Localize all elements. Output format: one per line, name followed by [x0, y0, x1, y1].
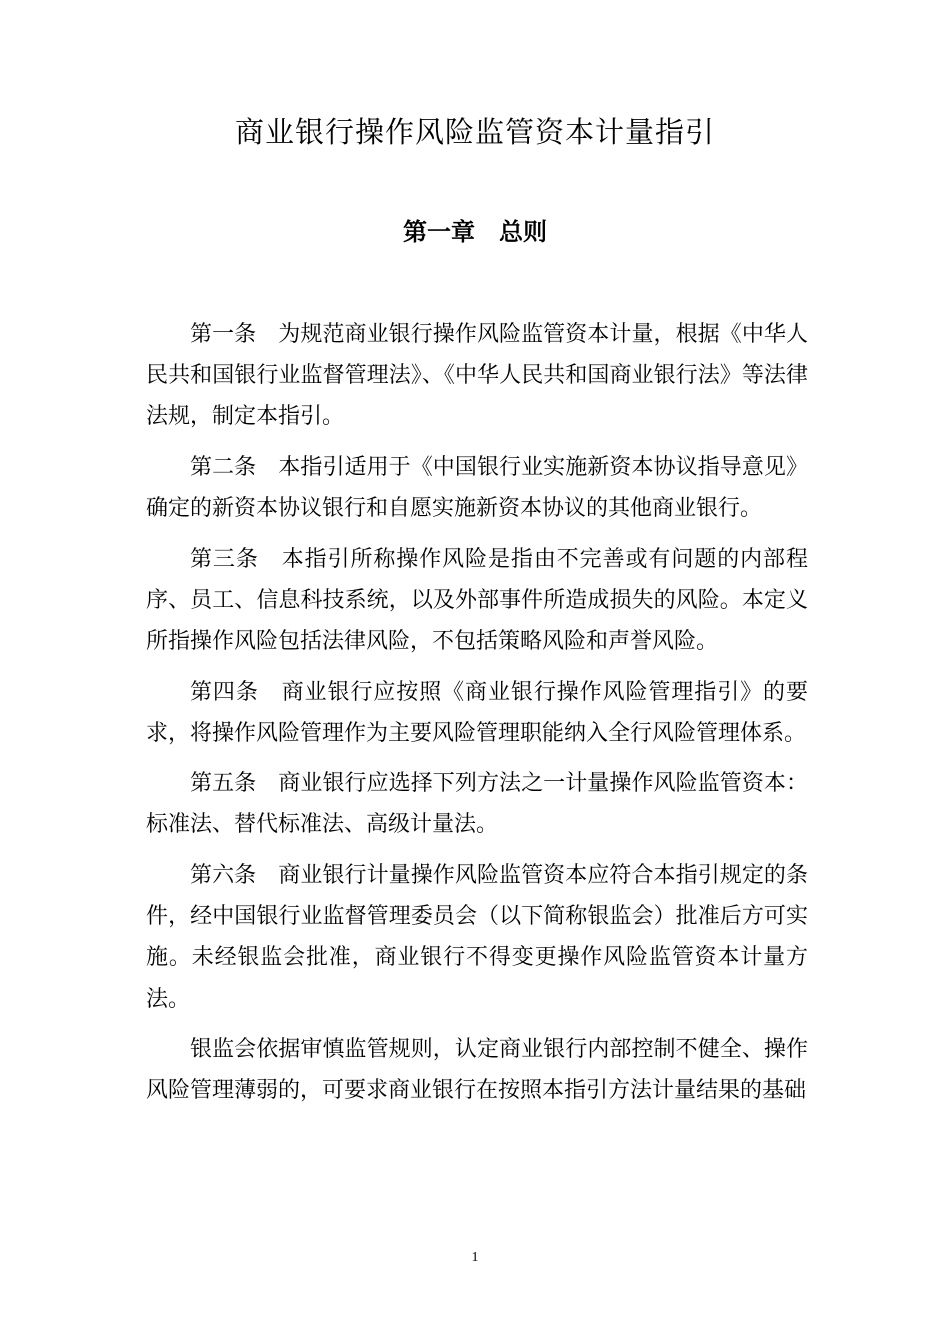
- article-number: 第一条: [190, 322, 257, 347]
- article-number: 第三条: [190, 546, 259, 572]
- article-paragraph: [146, 314, 808, 438]
- article-number: 第六条: [190, 862, 257, 888]
- continuation-paragraph: [146, 1029, 808, 1111]
- article-text: 商业银行应按照《商业银行操作风险管理指引》的要求，将操作风险管理作为主要风险管理职能纳入全行风险管理体系。: [146, 679, 808, 746]
- article-text: 为规范商业银行操作风险监管资本计量，根据《中华人民共和国银行业监督管理法》、《中华人民共和国商业银行法》等法律法规，制定本指引。: [146, 322, 808, 430]
- article-paragraph: [146, 539, 808, 663]
- document-title: 商业银行操作风险监管资本计量指引: [234, 115, 715, 149]
- article-number: 第二条: [190, 454, 257, 480]
- article-number: 第五条: [190, 771, 257, 797]
- article-paragraph: [146, 763, 808, 845]
- document-body: [146, 314, 808, 1121]
- article-text: 商业银行应选择下列方法之一计量操作风险监管资本：标准法、替代标准法、高级计量法。: [146, 771, 808, 838]
- chapter-heading: 第一章 总则: [403, 218, 547, 246]
- paragraph-text: 银监会依据审慎监管规则，认定商业银行内部控制不健全、操作风险管理薄弱的，可要求商业银行在按照本指引方法计量结果的基础: [146, 1037, 808, 1104]
- article-text: 本指引所称操作风险是指由不完善或有问题的内部程序、员工、信息科技系统，以及外部事件所造成损失的风险。本定义所指操作风险包括法律风险，不包括策略风险和声誉风险。: [146, 546, 808, 655]
- article-paragraph: [146, 855, 808, 1020]
- page-number: 1: [471, 1250, 479, 1265]
- article-text: 本指引适用于《中国银行业实施新资本协议指导意见》确定的新资本协议银行和自愿实施新资本协议的其他商业银行。: [146, 454, 808, 522]
- article-paragraph: [146, 447, 808, 529]
- article-number: 第四条: [190, 679, 259, 705]
- article-paragraph: [146, 672, 808, 754]
- article-text: 商业银行计量操作风险监管资本应符合本指引规定的条件，经中国银行业监督管理委员会（以下简称银监会）批准后方可实施。未经银监会批准，商业银行不得变更操作风险监管资本计量方法。: [146, 862, 808, 1012]
